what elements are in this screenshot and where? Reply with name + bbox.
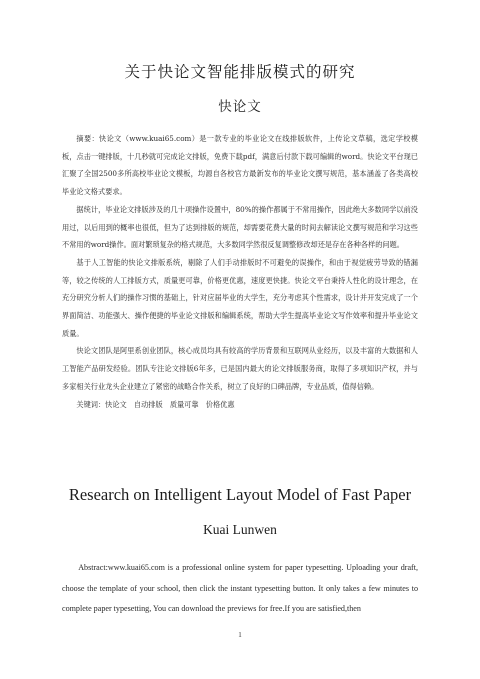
ai-system-paragraph: 基于人工智能的快论文排版系统，剔除了人们手动排版时不可避免的误操作，和由于视觉疲劳导致的错漏等，较之传统的人工排版方式，质量更可靠，价格更优惠，速度更快捷。快论文平台秉持人性化的设计理念，在充分研究分析人们的操作习惯的基础上，针对应届毕业的大学生，充分考虑其个性需求，设计并开发完成了一个界面简洁、功能强大、操作便捷的毕业论文排版和编辑系统，帮助大学生提高毕业论文写作效率和提升毕业论文质量。 bbox=[62, 257, 418, 338]
chinese-abstract-body bbox=[62, 130, 418, 413]
page-number: 1 bbox=[238, 631, 242, 639]
keywords-line: 关键词：快论文 自动排版 质量可靠 价格优惠 bbox=[76, 399, 235, 409]
english-abstract: Abstract:www.kuai65.com is a professional online system for paper typesetting. Uploading your draft, choose the template of your school, then click the instant typesetting button. It only takes a few minutes to complete paper typesetting, You can download the previews for free.If you are satisfied,then bbox=[62, 563, 418, 613]
chinese-author: 快论文 bbox=[218, 99, 262, 115]
english-title: Research on Intelligent Layout Model of Fast Paper bbox=[68, 485, 412, 504]
chinese-title: 关于快论文智能排版模式的研究 bbox=[124, 63, 356, 81]
team-paragraph: 快论文团队是阿里系创业团队，核心成员均具有较高的学历背景和互联网从业经历，以及丰富的大数据和人工智能产品研发经验。团队专注论文排版6年多，已是国内最大的论文排版服务商，取得了多项知识产权，并与多家相关行业龙头企业建立了紧密的战略合作关系，树立了良好的口碑品牌，专业品质，值得信赖。 bbox=[62, 346, 418, 391]
english-author: Kuai Lunwen bbox=[203, 522, 277, 537]
statistics-paragraph: 据统计，毕业论文排版涉及的几十项操作设置中，80%的操作都属于不常用操作，因此绝大多数同学以前没用过，以后用到的概率也很低，但为了达到排版的规范，却需要花费大量的时间去解读论文撰写规范和学习这些不常用的word操作。面对繁琐复杂的格式规范，大多数同学然很反复调整修改却还是存在各种各样的问题。 bbox=[62, 204, 418, 250]
abstract-paragraph: 摘要：快论文（www.kuai65.com）是一款专业的毕业论文在线排版软件，上传论文草稿，选定学校模板，点击一键排版，十几秒就可完成论文排版，免费下载pdf，满意后付款下载可编辑的word。快论文平台现已汇聚了全国2500多所高校毕业论文模板，均源自各校官方最新发布的毕业论文撰写规范，基本涵盖了各类高校毕业论文格式要求。 bbox=[62, 134, 418, 197]
